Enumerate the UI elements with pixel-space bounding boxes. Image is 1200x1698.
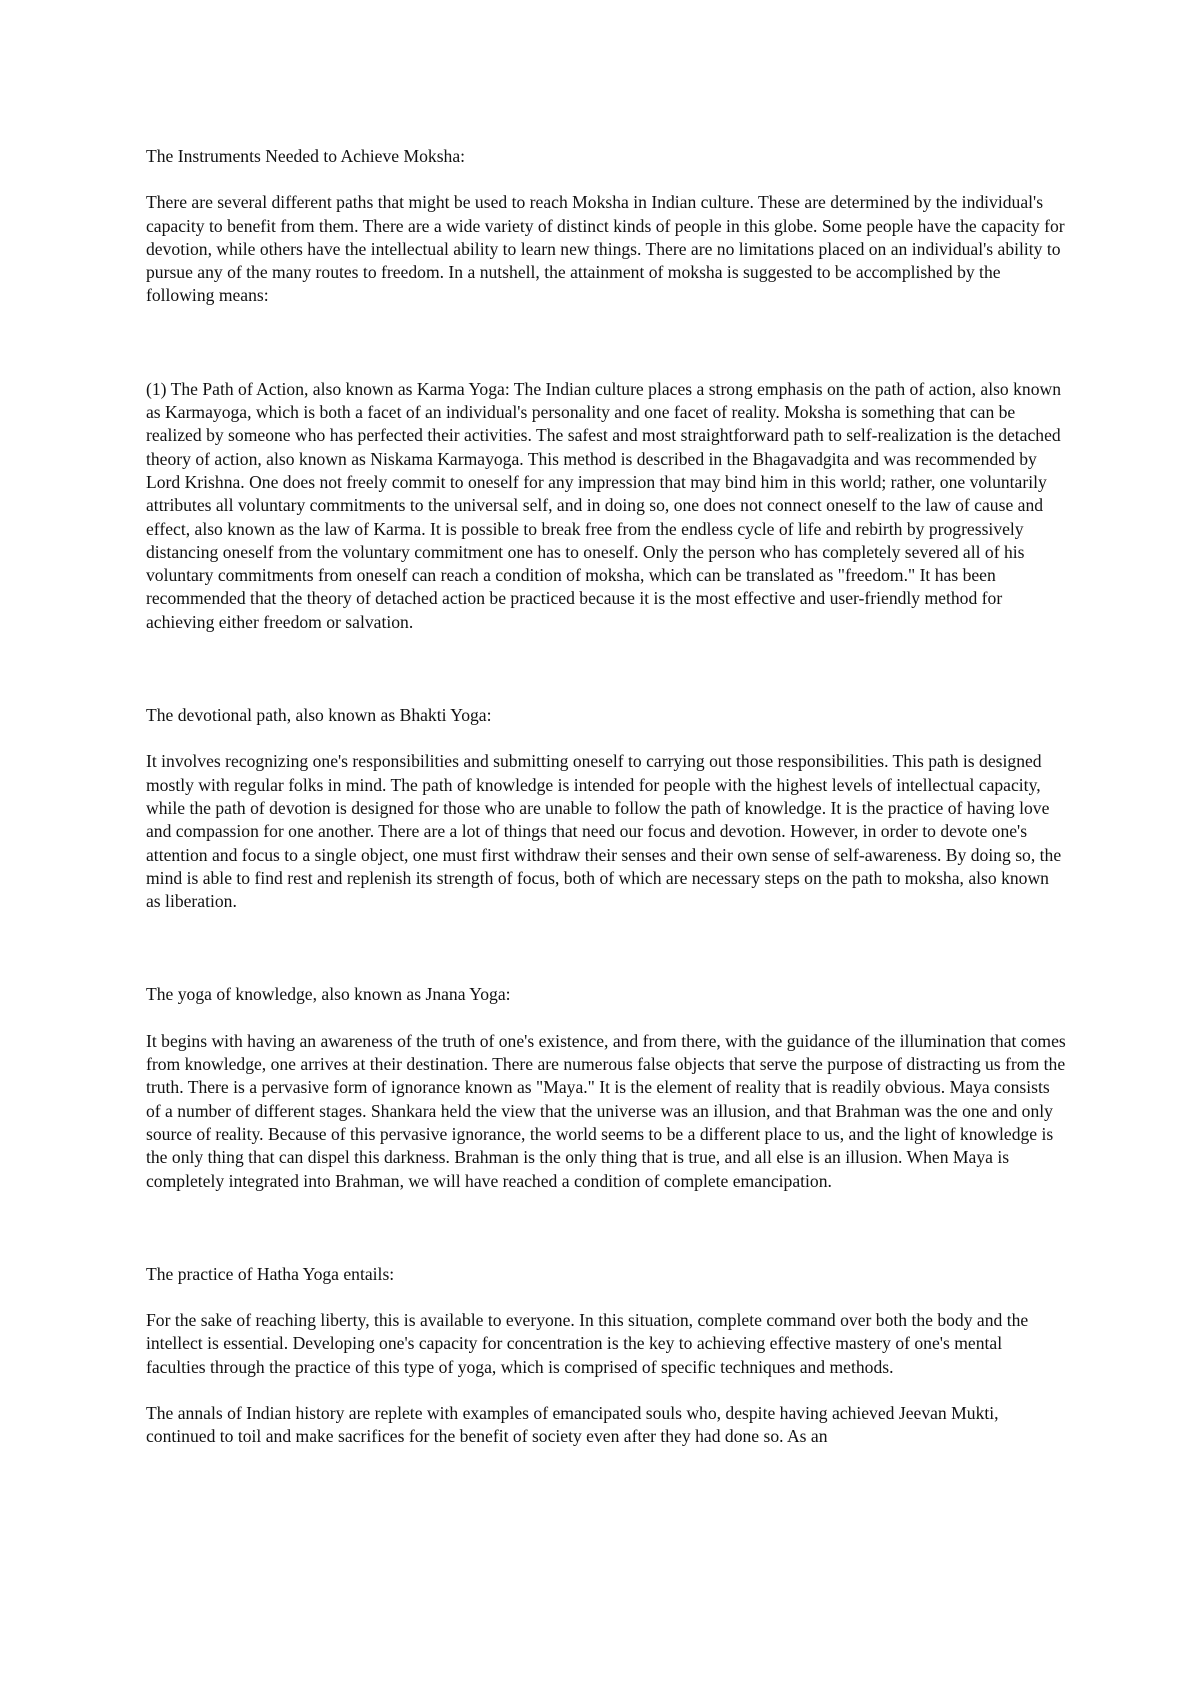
karma-yoga-paragraph: (1) The Path of Action, also known as Karma Yoga: The Indian culture places a strong emphasis on the path of action, also known as Karmayoga, which is both a facet of an individual's personality and one facet of reality. Moksha is something that can be realized by someone who has perfected their activities. The safest and most straightforward path to self-realization is the detached theory of action, also known as Niskama Karmayoga. This method is described in the Bhagavadgita and was recommended by Lord Krishna. One does not freely commit to oneself for any impression that may bind him in this world; rather, one voluntarily attributes all voluntary commitments to the universal self, and in doing so, one does not connect oneself to the law of cause and effect, also known as the law of Karma. It is possible to break free from the endless cycle of life and rebirth by progressively distancing oneself from the voluntary commitment one has to oneself. Only the person who has completely severed all of his voluntary commitments from oneself can reach a condition of moksha, which can be translated as "freedom." It has been recommended that the theory of detached action be practiced because it is the most effective and user-friendly method for achieving either freedom or salvation. [146,378,1062,632]
jnana-yoga-heading: The yoga of knowledge, also known as Jnana Yoga: [146,984,511,1005]
hatha-yoga-paragraph: For the sake of reaching liberty, this is available to everyone. In this situation, complete command over both the body and the intellect is essential. Developing one's capacity for concentration is the key to achieving effective mastery of one's mental faculties through the practice of this type of yoga, which is comprised of specific techniques and methods. [146,1310,1029,1377]
document-title: The Instruments Needed to Achieve Moksha: [146,146,466,166]
jnana-yoga-paragraph: It begins with having an awareness of the truth of one's existence, and from there, with the guidance of the illumination that comes from knowledge, one arrives at their destination. There are numerous false objects that serve the purpose of distracting us from the truth. There is a pervasive form of ignorance known as "Maya." It is the element of reality that is readily obvious. Maya consists of a number of different stages. Shankara held the view that the universe was an illusion, and that Brahman was the one and only source of reality. Because of this pervasive ignorance, the world seems to be a different place to us, and the light of knowledge is the only thing that can dispel this darkness. Brahman is the only thing that is true, and all else is an illusion. When Maya is completely integrated into Brahman, we will have reached a condition of complete emancipation. [146,1030,1066,1191]
intro-paragraph: There are several different paths that might be used to reach Moksha in Indian culture. These are determined by the individual's capacity to benefit from them. There are a wide variety of distinct kinds of people in this globe. Some people have the capacity for devotion, while others have the intellectual ability to learn new things. There are no limitations placed on an individual's ability to pursue any of the many routes to freedom. In a nutshell, the attainment of moksha is suggested to be accomplished by the following means: [146,192,1065,306]
spacer [146,1379,1066,1402]
spacer [146,168,1066,191]
document-page [146,145,1066,1449]
spacer [146,634,1066,704]
bhakti-yoga-paragraph: It involves recognizing one's responsibilities and submitting oneself to carrying out those responsibilities. This path is designed mostly with regular folks in mind. The path of knowledge is intended for people with the highest levels of intellectual capacity, while the path of devotion is designed for those who are unable to follow the path of knowledge. It is the practice of having love and compassion for one another. There are a lot of things that need our focus and devotion. However, in order to devote one's attention and focus to a single object, one must first withdraw their senses and their own sense of self-awareness. By doing so, the mind is able to find rest and replenish its strength of focus, both of which are necessary steps on the path to moksha, also known as liberation. [146,751,1062,912]
spacer [146,1007,1066,1030]
spacer [146,1193,1066,1263]
spacer [146,1286,1066,1309]
annals-paragraph: The annals of Indian history are replete with examples of emancipated souls who, despite having achieved Jeevan Mukti, continued to toil and make sacrifices for the benefit of society even after they had done so. As an [146,1402,999,1447]
bhakti-yoga-heading: The devotional path, also known as Bhakti Yoga: [146,705,492,726]
spacer [146,308,1066,378]
spacer [146,913,1066,983]
spacer [146,727,1066,750]
hatha-yoga-heading: The practice of Hatha Yoga entails: [146,1263,395,1284]
